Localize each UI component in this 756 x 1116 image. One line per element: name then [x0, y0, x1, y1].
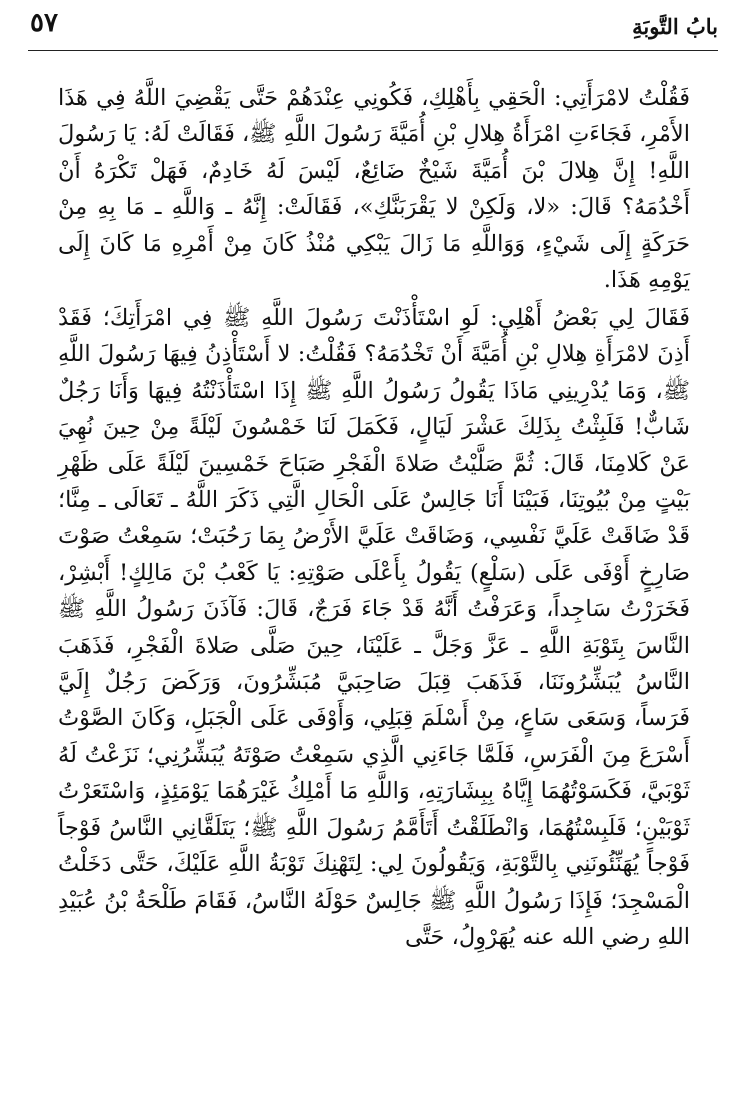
- paragraph-1: فَقُلْتُ لامْرَأَتِي: الْحَقِي بِأَهْلِكِ، فَكُونِي عِنْدَهُمْ حَتَّى يَقْضِيَ اللَّهُ فِي هَذَا الأَمْرِ، فَجَاءَتِ امْرَأَةُ هِلالِ بْنِ أُمَيَّةَ رَسُولَ اللَّهِ ﷺ، فَقَالَتْ لَهُ: يَا رَسُولَ اللَّهِ! إِنَّ هِلالَ بْنَ أُمَيَّةَ شَيْخٌ ضَائِعٌ، لَيْسَ لَهُ خَادِمٌ، فَهَلْ تَكْرَهُ أَنْ أَخْدُمَهُ؟ قَالَ: «لا، وَلَكِنْ لا يَقْرَبَنَّكِ»، فَقَالَتْ: إِنَّهُ ـ وَاللَّهِ ـ مَا بِهِ مِنْ حَرَكَةٍ إِلَى شَيْءٍ، وَوَاللَّهِ مَا زَالَ يَبْكِي مُنْذُ كَانَ مِنْ أَمْرِهِ مَا كَانَ إِلَى يَوْمِهِ هَذَا.: [58, 85, 690, 294]
- running-header: [30, 6, 718, 46]
- paragraph-2: فَقَالَ لِي بَعْضُ أَهْلِي: لَوِ اسْتَأْذَنْتَ رَسُولَ اللَّهِ ﷺ فِي امْرَأَتِكَ؛ فَقَدْ أَذِنَ لامْرَأَةِ هِلالِ بْنِ أُمَيَّةَ أَنْ تَخْدُمَهُ؟ فَقُلْتُ: لا أَسْتَأْذِنُ فِيهَا رَسُولَ اللَّهِ ﷺ، وَمَا يُدْرِينِي مَاذَا يَقُولُ رَسُولُ اللَّهِ ﷺ إِذَا اسْتَأْذَنْتُهُ فِيهَا وَأَنَا رَجُلٌ شَابٌّ! فَلَبِثْتُ بِذَلِكَ عَشْرَ لَيَالٍ، فَكَمَلَ لَنَا خَمْسُونَ لَيْلَةً مِنْ حِينَ نُهِيَ عَنْ كَلامِنَا، قَالَ: ثُمَّ صَلَّيْتُ صَلاةَ الْفَجْرِ صَبَاحَ خَمْسِينَ لَيْلَةً عَلَى ظَهْرِ بَيْتٍ مِنْ بُيُوتِنَا، فَبَيْنَا أَنَا جَالِسٌ عَلَى الْحَالِ الَّتِي ذَكَرَ اللَّهُ ـ تَعَالَى ـ مِنَّا؛ قَدْ ضَاقَتْ عَلَيَّ نَفْسِي، وَضَاقَتْ عَلَيَّ الأَرْضُ بِمَا رَحُبَتْ؛ سَمِعْتُ صَوْتَ صَارِخٍ أَوْفَى عَلَى (سَلْعٍ) يَقُولُ بِأَعْلَى صَوْتِهِ: يَا كَعْبُ بْنَ مَالِكٍ! أَبْشِرْ، فَخَرَرْتُ سَاجِداً، وَعَرَفْتُ أَنَّهُ قَدْ جَاءَ فَرَجٌ، قَالَ: فَآذَنَ رَسُولُ اللَّهِ ﷺ النَّاسَ بِتَوْبَةِ اللَّهِ ـ عَزَّ وَجَلَّ ـ عَلَيْنَا، حِينَ صَلَّى صَلاةَ الْفَجْرِ، فَذَهَبَ النَّاسُ يُبَشِّرُونَنَا، فَذَهَبَ قِبَلَ صَاحِبَيَّ مُبَشِّرُونَ، وَرَكَضَ رَجُلٌ إِلَيَّ فَرَساً، وَسَعَى سَاعٍ، مِنْ أَسْلَمَ قِبَلِي، وَأَوْفَى عَلَى الْجَبَلِ، وَكَانَ الصَّوْتُ أَسْرَعَ مِنَ الْفَرَسِ، فَلَمَّا جَاءَنِي الَّذِي سَمِعْتُ صَوْتَهُ يُبَشِّرُنِي؛ نَزَعْتُ لَهُ ثَوْبَيَّ، فَكَسَوْتُهُمَا إِيَّاهُ بِبِشَارَتِهِ، وَاللَّهِ مَا أَمْلِكُ غَيْرَهُمَا يَوْمَئِذٍ، وَاسْتَعَرْتُ ثَوْبَيْنِ؛ فَلَبِسْتُهُمَا، وَانْطَلَقْتُ أَتَأَمَّمُ رَسُولَ اللَّهِ ﷺ؛ يَتَلَقَّانِي النَّاسُ فَوْجاً فَوْجاً يُهَنِّئُونَنِي بِالتَّوْبَةِ، وَيَقُولُونَ لِي: لِتَهْنِكَ تَوْبَةُ اللَّهِ عَلَيْكَ، حَتَّى دَخَلْتُ الْمَسْجِدَ؛ فَإِذَا رَسُولُ اللَّهِ ﷺ جَالِسٌ حَوْلَهُ النَّاسُ، فَقَامَ طَلْحَةُ بْنُ عُبَيْدِ اللهِ رضي الله عنه يُهَرْوِلُ، حَتَّى: [58, 305, 690, 950]
- header-rule: [28, 50, 718, 51]
- page-number: ٥٧: [30, 8, 58, 38]
- chapter-title: بابُ التَّوبَةِ: [632, 14, 718, 39]
